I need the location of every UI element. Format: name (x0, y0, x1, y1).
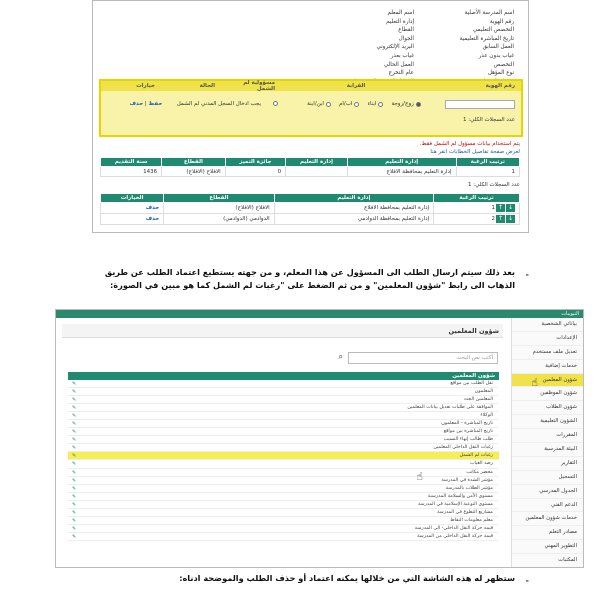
info-label: العمل السابق (482, 44, 514, 51)
edit-pen-icon[interactable]: ✎ (72, 437, 77, 444)
relation-radio-option[interactable] (307, 101, 331, 107)
table-header: جائزة التميز (225, 158, 286, 167)
edit-pen-icon[interactable]: ✎ (72, 517, 77, 524)
list-item[interactable] (68, 485, 499, 493)
table-header: الخيارات (101, 194, 164, 203)
screenshot-teacher-record (92, 0, 529, 233)
list-item[interactable] (68, 396, 499, 404)
sidebar-item[interactable]: الدعم الفني (512, 499, 583, 513)
list-item-label: رغبات النقل الداخلي المعلمين (433, 445, 493, 451)
relation-radio-option[interactable] (391, 101, 420, 107)
edit-pen-icon[interactable]: ✎ (72, 405, 77, 412)
edit-pen-icon[interactable]: ✎ (72, 477, 77, 484)
list-item-label: قيمة حركة النقل الداخلي- الى المدرسة (414, 525, 493, 531)
required-note: يجب ادخال السجل المدني لم الشمل (176, 101, 261, 107)
sidebar-item[interactable]: المكتبات (512, 554, 583, 568)
save-link[interactable]: حفظ (148, 101, 163, 107)
table-cell: 0 (225, 167, 286, 177)
move-up-button[interactable]: ↑ (497, 215, 504, 222)
radio-dot[interactable] (354, 102, 359, 107)
table-header: القطاع (162, 158, 226, 167)
info-label: التخصص التعليمي (472, 27, 514, 34)
list-item-label: تاريخ المباشرة - المعلمون (441, 421, 493, 427)
list-item-label: طلب طالب إنهاء التسيب (443, 437, 493, 443)
table-row (101, 203, 520, 214)
list-item-label: تاريخ المباشرة بين مواقع (443, 429, 493, 435)
list-item-label: مؤشر الشدة في المدرسة (441, 477, 493, 483)
edit-pen-icon[interactable]: ✎ (72, 461, 77, 468)
table-cell (434, 203, 520, 214)
cell-text: إدارة التعليم بمحافظة الافلاج (363, 205, 430, 211)
paragraph-2: ستظهر له هذه الشاشة التي من خلالها يمكنه اعتماد أو حذف الطلب والموضحة ادناه: (179, 573, 515, 583)
list-item-label: قيمة حركة النقل الداخلي من المدرسة (417, 533, 493, 539)
edit-pen-icon[interactable]: ✎ (72, 421, 77, 428)
list-item[interactable] (68, 428, 499, 436)
list-item-label: مستوى التوعية الإسلامية في المدرسة (417, 501, 493, 507)
info-label: غياب بعذر (390, 52, 414, 59)
list-item-label: رصد الغياب (470, 461, 493, 467)
info-label: القطاع (398, 27, 414, 34)
table-cell: إدارة التعليم بمحافظة الافلاج (347, 167, 456, 177)
list-item[interactable] (68, 404, 499, 412)
list-item[interactable] (68, 460, 499, 468)
search-icon[interactable]: ⌕ (338, 352, 343, 361)
sidebar-item[interactable]: الإعدادات (512, 332, 583, 346)
info-label: غياب بدون عذر (478, 52, 514, 59)
sidebar-item[interactable]: التقارير (512, 457, 583, 471)
wishes-table (100, 157, 520, 177)
search-input[interactable]: أكتب نص البحث (348, 352, 498, 364)
list-item[interactable] (68, 388, 499, 396)
sidebar-item[interactable]: الشؤون التعليمية (512, 415, 583, 429)
radio-dot[interactable] (378, 102, 383, 107)
sidebar-item[interactable]: شؤون الموظفين (512, 387, 583, 401)
table-cell (286, 167, 348, 177)
delete-link[interactable]: حذف (129, 101, 144, 107)
radio-dot[interactable] (326, 102, 331, 107)
family-reunion-form (99, 79, 523, 137)
table-cell (274, 214, 433, 225)
sidebar-item[interactable]: مصادر التعلم (512, 526, 583, 540)
tabs-label[interactable]: التبويبات (561, 311, 579, 317)
info-label: البريد الإلكتروني (376, 44, 414, 51)
list-item[interactable] (68, 509, 499, 517)
sidebar-item[interactable]: تعديل ملف مستخدم (512, 346, 583, 360)
list-item-label: رغبات لم الشمل (459, 453, 493, 459)
responsibility-radio[interactable] (261, 101, 289, 108)
edit-pen-icon[interactable]: ✎ (72, 453, 77, 460)
edit-pen-icon[interactable]: ✎ (72, 445, 77, 452)
radio-label: اب/ام (338, 101, 353, 107)
family-reunion-row: زوج/زوجة ابناء اب/ام ابن/ابنة يجب ادخال السجل المدني لم الشمل حفظ | حذف (101, 91, 521, 117)
list-item[interactable] (68, 420, 499, 428)
cell-text: 1 (491, 205, 495, 211)
table-cell (434, 214, 520, 225)
sidebar-item[interactable]: المقررات (512, 429, 583, 443)
delete-link[interactable]: حذف (145, 216, 160, 222)
move-up-button[interactable]: ↑ (497, 204, 504, 211)
info-label: اسم المدرسة الأصلية (464, 10, 514, 16)
info-label: تاريخ المباشرة التعليمية (459, 35, 514, 42)
edit-pen-icon[interactable]: ✎ (72, 429, 77, 436)
edit-pen-icon[interactable]: ✎ (72, 533, 77, 540)
list-item[interactable] (68, 493, 499, 501)
cell-text: إدارة التعليم بمحافظة الدوادمي (357, 216, 430, 222)
radio-label: ابناء (367, 101, 377, 107)
hand-cursor-icon: ☝ (531, 376, 538, 389)
edit-pen-icon[interactable]: ✎ (72, 525, 77, 532)
list-item-label: المعلمون (474, 389, 493, 395)
edit-pen-icon[interactable]: ✎ (72, 381, 77, 387)
id-number-input[interactable] (445, 100, 515, 109)
cell-text: الدوادمي (الدوادمي) (223, 216, 270, 222)
paragraph-1: بعد ذلك سيتم ارسال الطلب الى المسؤول عن هذا المعلم، و من جهته يستطيع اعتماد الطلب عن طريق الذهاب الى رابط "شؤون المعلمين" و من ثم الضغط على "رغبات لم الشمل كما هو مبين في الصورة: (104, 267, 515, 290)
list-item[interactable] (68, 436, 499, 444)
edit-pen-icon[interactable]: ✎ (72, 485, 77, 492)
table-header: إدارة التعليم (286, 158, 348, 167)
info-label: العمل الحالي (383, 61, 414, 68)
cell-text: الافلاج (الافلاج) (235, 205, 270, 211)
info-label: عام التخرج (388, 70, 414, 77)
list-item[interactable] (68, 501, 499, 509)
table-cell: الافلاج (الافلاج) (162, 167, 226, 177)
warning-text: يتم استخدام بيانات مسؤول لم الشمل فقط. (419, 141, 520, 147)
table-cell[interactable] (101, 203, 164, 214)
sidebar-item[interactable]: التطوير المهني (512, 540, 583, 554)
list-item[interactable] (68, 412, 499, 420)
table-cell[interactable] (101, 214, 164, 225)
list-item-label: محضر مكاتب (466, 469, 493, 475)
table-header: القطاع (164, 194, 274, 203)
list-item-label: مشاريع التطوع في المدرسة (437, 509, 493, 515)
table-header: ترتيب الرغبة (434, 194, 520, 203)
list-item-label: الوكلاء (480, 413, 493, 419)
teacher-affairs-list (68, 372, 499, 541)
list-item[interactable] (68, 517, 499, 525)
info-label: إدارة التعليم (386, 18, 414, 25)
hand-cursor-icon-2: ☝ (416, 470, 423, 483)
sidebar-item[interactable]: خدمات إضافية (512, 360, 583, 374)
side-menu (511, 318, 583, 567)
cell-text: 2 (491, 216, 495, 222)
bullet-1: - (525, 270, 529, 279)
sidebar-item[interactable]: البيئة المدرسية (512, 443, 583, 457)
edit-pen-icon[interactable]: ✎ (72, 469, 77, 476)
records-count: عدد السجلات الكلي: 1 (463, 117, 515, 123)
col-relation: القرابة (346, 83, 366, 89)
list-item[interactable] (68, 525, 499, 533)
delete-link[interactable]: حذف (145, 205, 160, 211)
screenshot-teacher-affairs (55, 309, 584, 568)
edit-pen-icon[interactable]: ✎ (72, 493, 77, 500)
sidebar-item[interactable]: خدمات شؤون المعلمين (512, 512, 583, 526)
relation-radio-option[interactable] (367, 101, 383, 107)
col-status: الحالة (199, 83, 215, 89)
move-down-button[interactable]: ↓ (507, 215, 514, 222)
radio-label: ابن/ابنة (307, 101, 324, 107)
list-item[interactable] (68, 380, 499, 388)
family-reunion-header (101, 81, 521, 91)
col-responsibility: مسؤولية لم الشمل (243, 80, 275, 92)
page-title: شؤون المعلمين (62, 324, 503, 338)
transfer-wishes-table (100, 193, 520, 225)
list-item-label: مستوى الأمن والسلامة المدرسية (427, 493, 493, 499)
radio-label: زوج/زوجة (391, 101, 414, 107)
table-header: ترتيب الرغبة (456, 158, 519, 167)
col-options: خيارات (136, 83, 155, 89)
list-item-label: الموافقة على طلبات تعديل بيانات المعلمين (407, 405, 493, 411)
table-cell (164, 214, 274, 225)
list-item-label: المعلمين الجدد (463, 397, 493, 403)
info-label: الجوال (398, 35, 414, 42)
records-count-2: عدد السجلات الكلي: 1 (468, 182, 520, 188)
top-bar (56, 310, 583, 318)
list-item[interactable] (68, 452, 499, 460)
sidebar-item[interactable]: التسجيل (512, 471, 583, 485)
radio-dot[interactable] (416, 102, 421, 107)
table-cell (274, 203, 433, 214)
list-item-label: نقل الطلب بين مواقع (450, 381, 493, 386)
list-item[interactable] (68, 469, 499, 477)
list-item-label: مؤشر الطلاب بالمدرسة (445, 485, 493, 491)
list-item[interactable] (68, 444, 499, 452)
relation-radio-group[interactable] (289, 101, 439, 107)
table-header: سنة التقديم (101, 158, 162, 167)
list-item-label: معلم معلومات النقاط (450, 517, 493, 523)
edit-pen-icon[interactable]: ✎ (72, 509, 77, 516)
info-label: نوع المؤهل (487, 70, 514, 77)
table-header: إدارة التعليم (274, 194, 433, 203)
table-row (101, 214, 520, 225)
table-cell: 1 (456, 167, 519, 177)
move-down-button[interactable]: ↓ (507, 204, 514, 211)
edit-pen-icon[interactable]: ✎ (72, 501, 77, 508)
sidebar-item[interactable]: بياناتي الشخصية (512, 318, 583, 332)
table-cell (164, 203, 274, 214)
relation-radio-option[interactable] (339, 101, 360, 107)
list-item[interactable] (68, 533, 499, 541)
info-label: التخصص (493, 61, 514, 68)
edit-pen-icon[interactable]: ✎ (72, 397, 77, 404)
table-cell: 1436 (101, 167, 162, 177)
sidebar-item[interactable]: شؤون المعلمين (512, 374, 583, 388)
info-label: اسم المعلم (387, 10, 414, 16)
sidebar-item[interactable]: شؤون الطلاب (512, 401, 583, 415)
bullet-2: - (525, 576, 529, 585)
col-id: رقم الهوية (485, 83, 515, 89)
sidebar-item[interactable]: الجدول المدرسي (512, 485, 583, 499)
edit-pen-icon[interactable]: ✎ (72, 413, 77, 420)
edit-pen-icon[interactable]: ✎ (72, 389, 77, 396)
details-link[interactable]: لعرض صفحة تفاصيل الخطابات انقر هنا (430, 149, 520, 155)
info-label: رقم الهوية (489, 18, 514, 25)
list-header: شؤون المعلمين (68, 372, 499, 380)
table-header: إدارة التعليم (347, 158, 456, 167)
list-item[interactable] (68, 477, 499, 485)
